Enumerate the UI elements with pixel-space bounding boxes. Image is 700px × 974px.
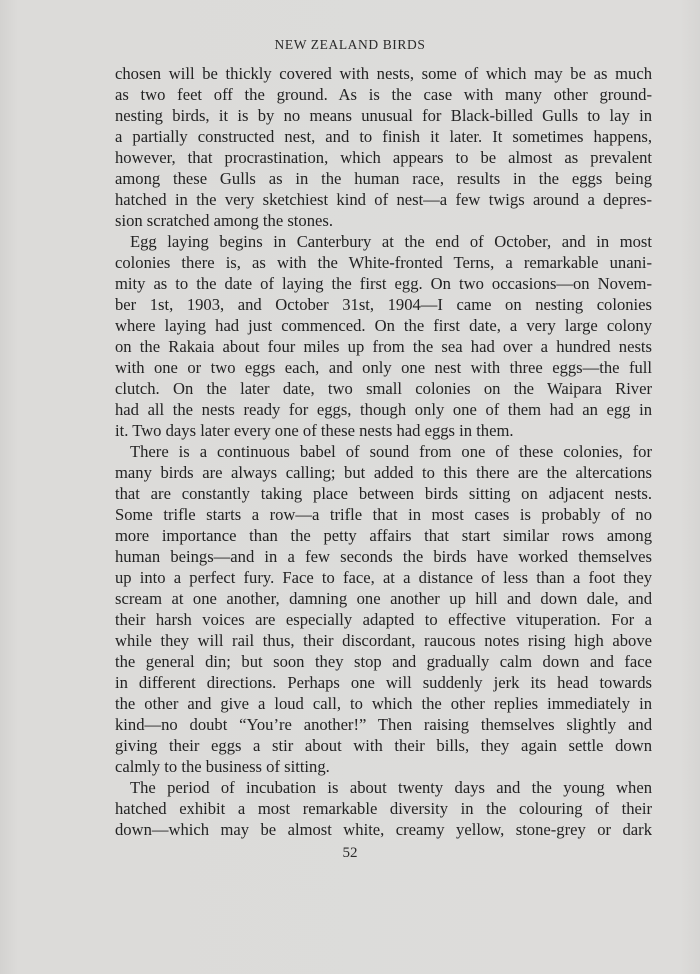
text-line: mity as to the date of laying the first egg. On two occasions—on Novem-	[115, 274, 652, 293]
paragraph	[115, 441, 652, 777]
paragraph	[115, 231, 652, 441]
text-line: while they will rail thus, their discordant, raucous notes rising high above	[115, 631, 652, 650]
text-line: chosen will be thickly covered with nests, some of which may be as much	[115, 64, 652, 83]
text-line: among these Gulls as in the human race, results in the eggs being	[115, 169, 652, 188]
text-line: it. Two days later every one of these nests had eggs in them.	[115, 421, 514, 440]
text-line: with one or two eggs each, and only one nest with three eggs—the full	[115, 358, 652, 377]
text-line: The period of incubation is about twenty days and the young when	[130, 778, 652, 797]
paragraph	[115, 63, 652, 231]
text-line: scream at one another, damning one another up hill and down dale, and	[115, 589, 652, 608]
text-line: giving their eggs a stir about with their bills, they again settle down	[115, 736, 652, 755]
text-line: had all the nests ready for eggs, though only one of them had an egg in	[115, 400, 652, 419]
text-line: that are constantly taking place between birds sitting on adjacent nests.	[115, 484, 652, 503]
text-line: a partially constructed nest, and to finish it later. It sometimes happens,	[115, 127, 652, 146]
text-line: many birds are always calling; but added to this there are the altercations	[115, 463, 652, 482]
text-line: human beings—and in a few seconds the birds have worked themselves	[115, 547, 652, 566]
text-line: as two feet off the ground. As is the case with many other ground-	[115, 85, 652, 104]
text-line: more importance than the petty affairs that start similar rows among	[115, 526, 652, 545]
text-line: ber 1st, 1903, and October 31st, 1904—I came on nesting colonies	[115, 295, 652, 314]
text-line: calmly to the business of sitting.	[115, 757, 330, 776]
text-line: nesting birds, it is by no means unusual for Black-billed Gulls to lay in	[115, 106, 652, 125]
paragraph	[115, 777, 652, 840]
text-line: down—which may be almost white, creamy yellow, stone-grey or dark	[115, 820, 652, 839]
text-line: in different directions. Perhaps one will suddenly jerk its head towards	[115, 673, 652, 692]
text-line: clutch. On the later date, two small colonies on the Waipara River	[115, 379, 652, 398]
text-line: hatched exhibit a most remarkable diversity in the colouring of their	[115, 799, 652, 818]
text-line: the general din; but soon they stop and gradually calm down and face	[115, 652, 652, 671]
text-line: on the Rakaia about four miles up from the sea had over a hundred nests	[115, 337, 652, 356]
text-line: however, that procrastination, which appears to be almost as prevalent	[115, 148, 652, 167]
text-line: where laying had just commenced. On the first date, a very large colony	[115, 316, 652, 335]
text-line: Some trifle starts a row—a trifle that in most cases is probably of no	[115, 505, 652, 524]
text-line: sion scratched among the stones.	[115, 211, 333, 230]
text-line: hatched in the very sketchiest kind of nest—a few twigs around a depres-	[115, 190, 652, 209]
page-number: 52	[342, 845, 358, 861]
text-line: colonies there is, as with the White-fronted Terns, a remarkable unani-	[115, 253, 652, 272]
text-line: up into a perfect fury. Face to face, at a distance of less than a foot they	[115, 568, 652, 587]
text-line: There is a continuous babel of sound from one of these colonies, for	[130, 442, 652, 461]
body-text	[115, 63, 652, 840]
text-line: their harsh voices are especially adapted to effective vituperation. For a	[115, 610, 652, 629]
text-line: the other and give a loud call, to which the other replies immediately in	[115, 694, 652, 713]
text-line: kind—no doubt “You’re another!” Then raising themselves slightly and	[115, 715, 652, 734]
text-line: Egg laying begins in Canterbury at the end of October, and in most	[130, 232, 652, 251]
running-header: NEW ZEALAND BIRDS	[274, 37, 426, 52]
